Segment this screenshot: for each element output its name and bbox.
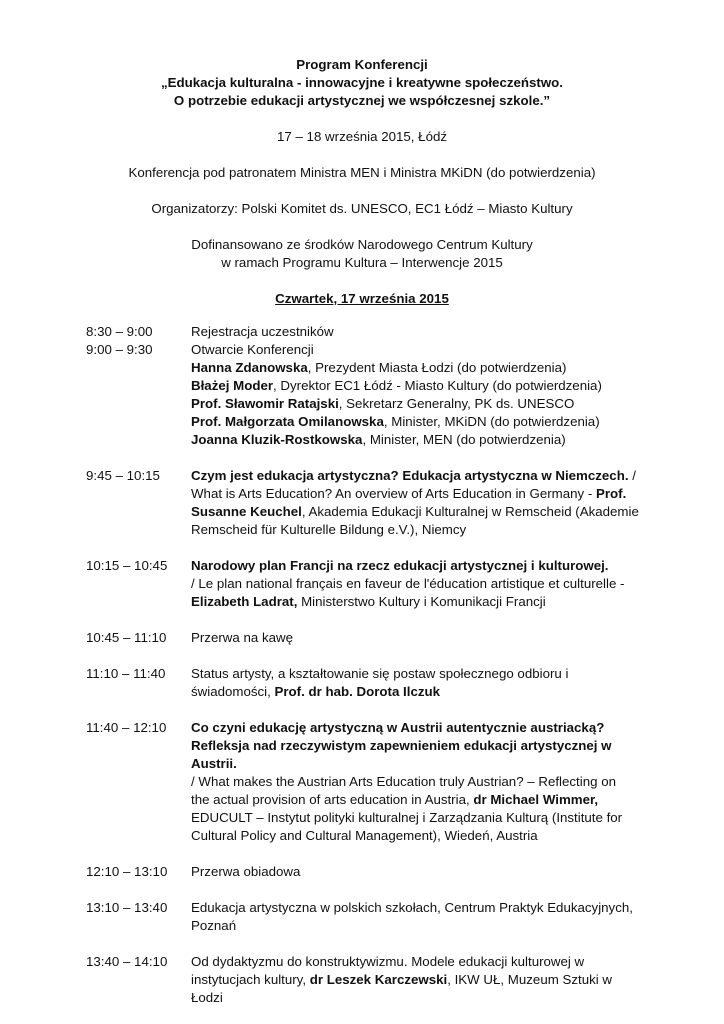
agenda-text: Otwarcie Konferencji [191,342,314,357]
title-line: Program Konferencji [296,57,428,72]
agenda-line [191,791,646,809]
agenda-time: 11:40 – 12:10 [86,720,167,735]
agenda-time: 13:10 – 13:40 [86,900,168,915]
speaker-name: Błażej Moder [191,378,274,393]
agenda-time: 10:45 – 11:10 [86,630,167,645]
agenda-list [86,323,646,1007]
patronage-note: Konferencja pod patronatem Ministra MEN i Ministra MKiDN (do potwierdzenia) [128,165,596,180]
program-title [0,56,724,110]
agenda-line [191,683,646,701]
agenda-time: 10:15 – 10:45 [86,558,168,573]
speaker-role: , Minister, MKiDN (do potwierdzenia) [383,414,600,429]
agenda-text: What is Arts Education? An overview of Arts Education in Germany - [191,486,597,501]
agenda-line [191,971,646,1007]
speaker-name: dr Leszek Karczewski [309,972,448,987]
speaker-line [191,431,646,449]
agenda-text: , IKW UŁ, Muzeum Sztuki w Łodzi [191,972,612,1005]
agenda-description [191,953,646,1007]
agenda-item [86,467,646,539]
speaker-name: dr Michael Wimmer, [473,792,599,807]
speaker-role: , Dyrektor EC1 Łódź - Miasto Kultury (do potwierdzenia) [273,378,602,393]
speaker-name: Susanne Keuchel [191,504,302,519]
agenda-text: , Akademia Edukacji Kulturalnej w Remscheid (Akademie [301,504,639,519]
title-line: O potrzebie edukacji artystycznej we współczesnej szkole.” [173,93,551,108]
agenda-description: Przerwa obiadowa [191,864,301,879]
agenda-item [86,665,646,701]
speaker-role: , Prezydent Miasta Łodzi (do potwierdzenia) [307,360,567,375]
agenda-text: Cultural Policy and Cultural Management), Wiedeń, Austria [191,828,538,843]
funding-line: Dofinansowano ze środków Narodowego Centrum Kultury [191,237,533,252]
agenda-item [86,557,646,611]
agenda-item [86,953,646,1007]
title-line: „Edukacja kulturalna - innowacyjne i kreatywne społeczeństwo. [161,75,563,90]
agenda-description [191,467,646,539]
agenda-line [191,485,646,503]
speaker-line [191,377,646,395]
speaker-name: Prof. Sławomir Ratajski [191,396,339,411]
agenda-text: / What makes the Austrian Arts Education truly Austrian? – Reflecting on [191,774,616,789]
agenda-time: 11:10 – 11:40 [86,666,166,681]
organizers-note: Organizatorzy: Polski Komitet ds. UNESCO, EC1 Łódź – Miasto Kultury [151,201,573,216]
speaker-role: , Minister, MEN (do potwierdzenia) [362,432,566,447]
speaker-name: Elizabeth Ladrat, [191,594,298,609]
conference-date: 17 – 18 września 2015, Łódź [276,129,448,144]
speaker-line [191,359,646,377]
session-title: Narodowy plan Francji na rzecz edukacji artystycznej i kulturowej. [191,558,609,573]
speaker-name: Prof. dr hab. Dorota Ilczuk [274,684,441,699]
agenda-text: Remscheid für Kulturelle Bildung e.V.), Niemcy [191,522,467,537]
agenda-time: 13:40 – 14:10 [86,954,168,969]
agenda-description [191,665,646,701]
agenda-item [86,341,646,449]
agenda-item [86,323,646,341]
speaker-line [191,413,646,431]
agenda-time: 12:10 – 13:10 [86,864,168,879]
speaker-line [191,395,646,413]
agenda-line: Czym jest edukacja artystyczna? Edukacja artystyczna w Niemczech. / [191,468,636,483]
agenda-description [191,341,646,449]
agenda-description: Rejestracja uczestników [191,324,334,339]
agenda-item [86,863,646,881]
speaker-name: Prof. Małgorzata Omilanowska [191,414,384,429]
funding-line: w ramach Programu Kultura – Interwencje 2015 [221,255,503,270]
agenda-text: Status artysty, a kształtowanie się postaw społecznego odbioru i [191,666,569,681]
agenda-line [191,593,646,611]
agenda-text: świadomości, [191,684,275,699]
agenda-time: 8:30 – 9:00 [86,324,153,339]
agenda-description [191,719,646,845]
agenda-text: / Le plan national français en faveur de l'éducation artistique et culturelle - [191,576,625,591]
agenda-item [86,629,646,647]
agenda-text: Ministerstwo Kultury i Komunikacji Francji [297,594,546,609]
agenda-line [191,503,646,521]
agenda-text: Poznań [191,918,237,933]
agenda-text: Edukacja artystyczna w polskich szkołach, Centrum Praktyk Edukacyjnych, [191,900,633,915]
speaker-name: Joanna Kluzik-Rostkowska [191,432,363,447]
agenda-text: EDUCULT – Instytut polityki kulturalnej i Zarządzania Kulturą (Institute for [191,810,623,825]
agenda-description [191,557,646,611]
agenda-item [86,719,646,845]
day-heading: Czwartek, 17 września 2015 [275,291,449,306]
agenda-text: instytucjach kultury, [191,972,310,987]
agenda-text: Od dydaktyzmu do konstruktywizmu. Modele edukacji kulturowej w [191,954,585,969]
agenda-description [191,899,646,935]
session-title: Refleksja nad rzeczywistym zapewnieniem edukacji artystycznej w [191,738,612,753]
session-title: Austrii. [191,756,237,771]
agenda-time: 9:00 – 9:30 [86,342,153,357]
speaker-role: , Sekretarz Generalny, PK ds. UNESCO [338,396,575,411]
agenda-text: the actual provision of arts education in Austria, [191,792,474,807]
session-title: Czym jest edukacja artystyczna? Edukacja artystyczna w Niemczech. [191,468,629,483]
speaker-name: Hanna Zdanowska [191,360,308,375]
agenda-item [86,899,646,935]
session-title: Co czyni edukację artystyczną w Austrii autentycznie austriacką? [191,720,605,735]
agenda-time: 9:45 – 10:15 [86,468,160,483]
speaker-name: Prof. [596,486,627,501]
funding-note [0,236,724,272]
agenda-description: Przerwa na kawę [191,630,293,645]
